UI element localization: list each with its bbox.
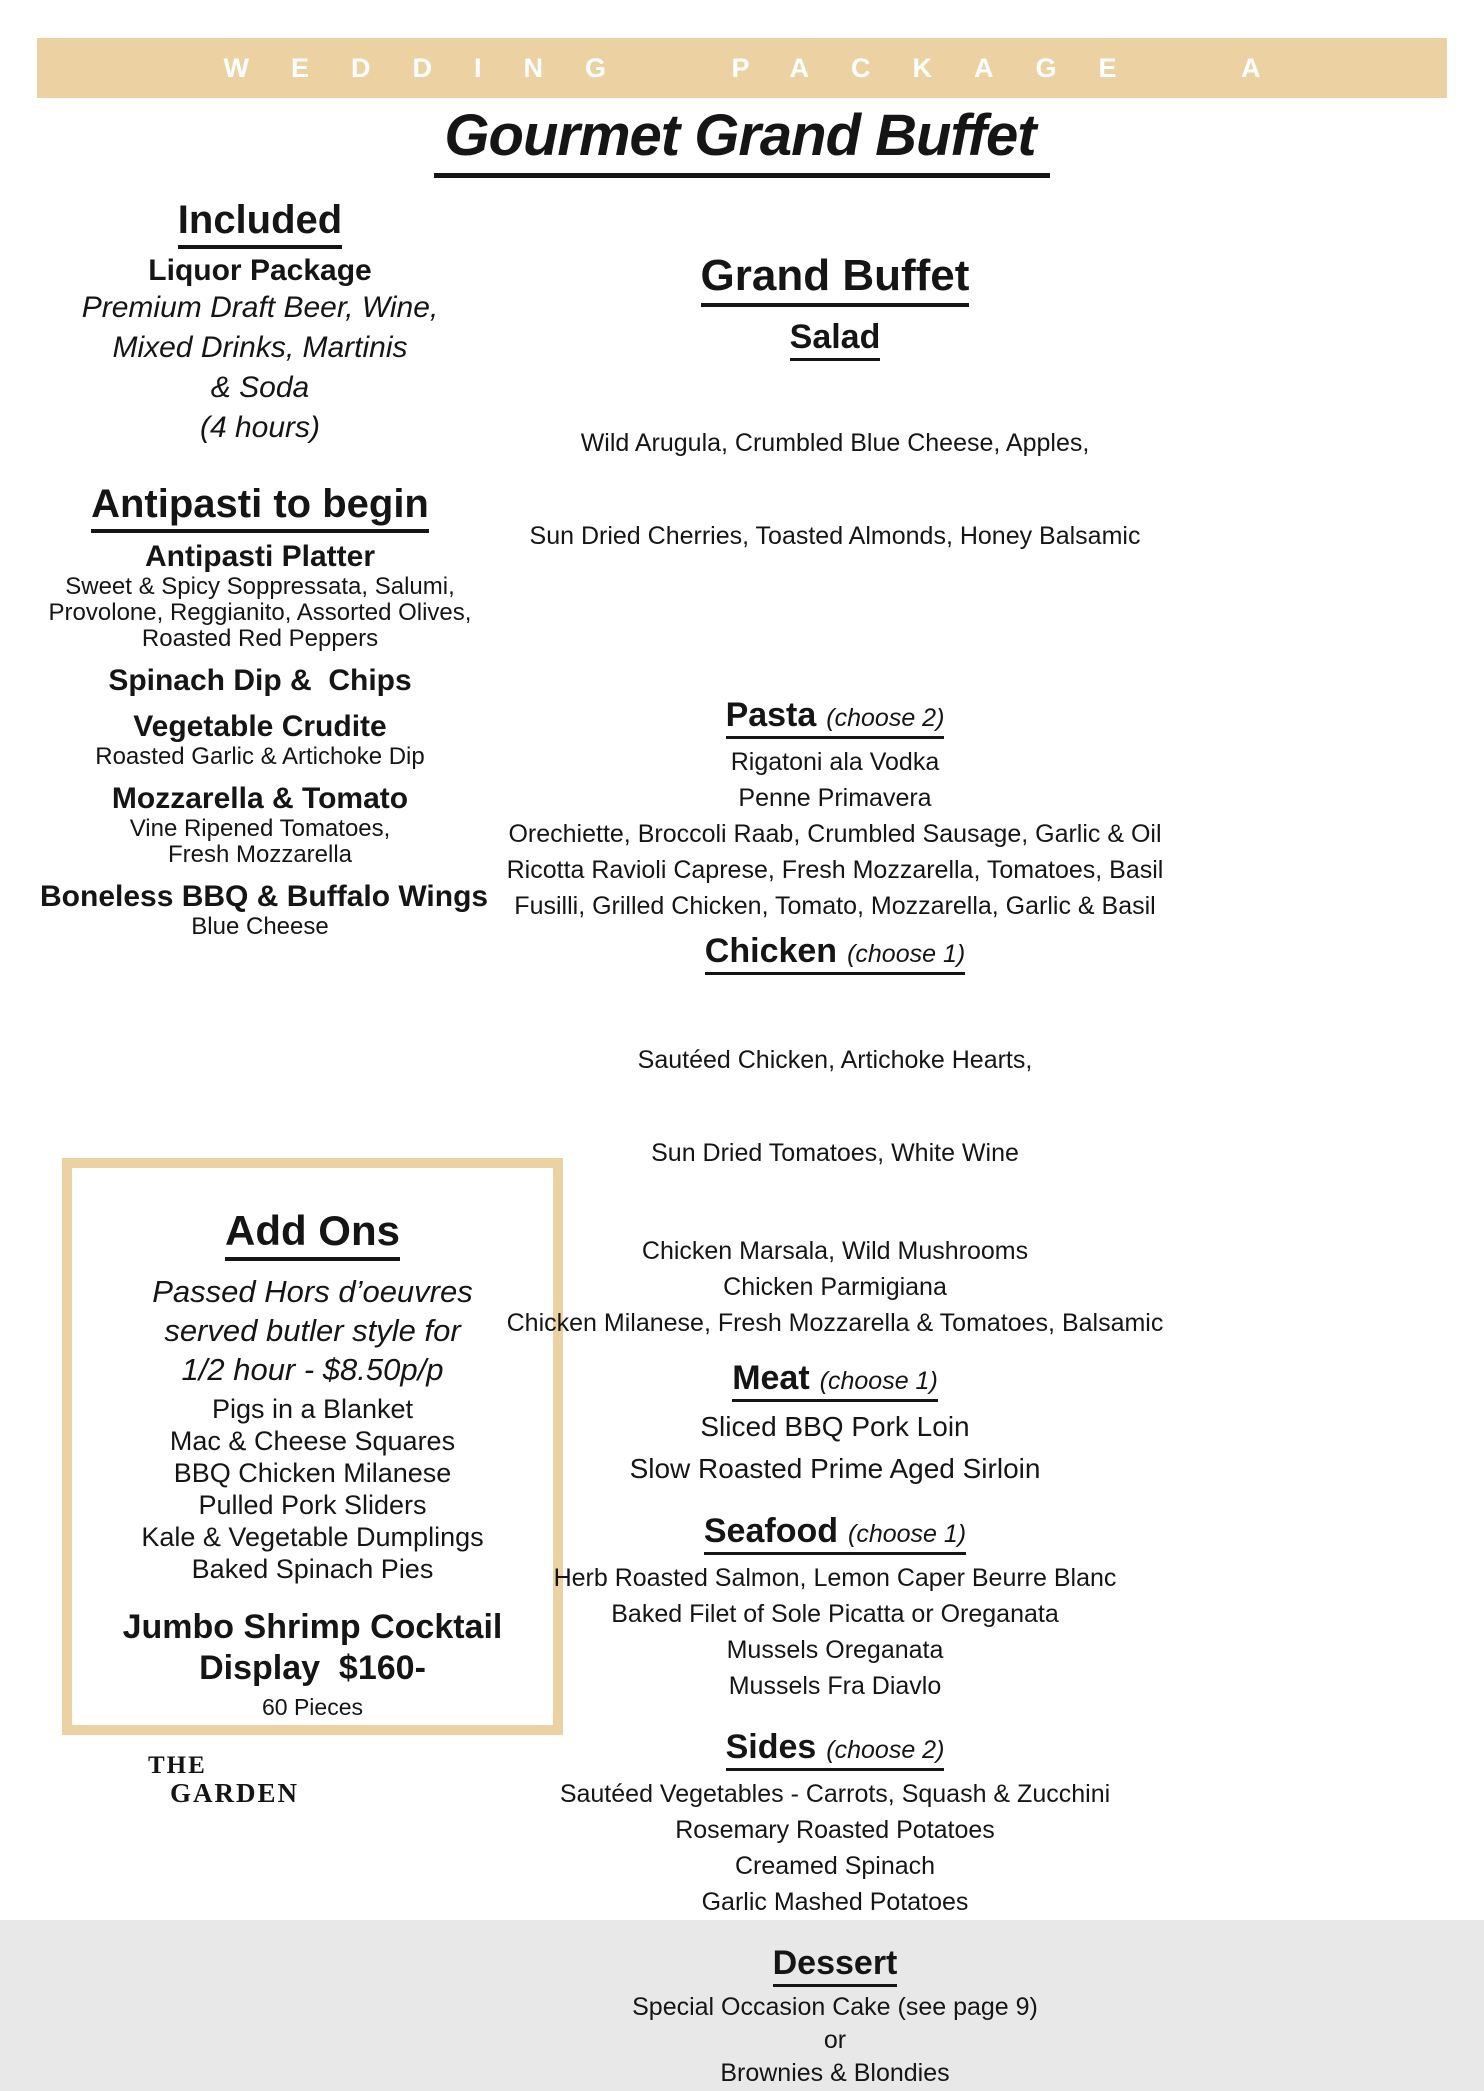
dish: Chicken Milanese, Fresh Mozzarella & Tomatoes, Balsamic — [506, 1309, 1164, 1337]
menu-item — [40, 710, 480, 770]
section-seafood — [505, 1510, 1165, 1702]
dish: Chicken Parmigiana — [723, 1273, 947, 1301]
dish: Rigatoni ala Vodka — [730, 748, 940, 776]
menu-item-desc: Blue Cheese — [191, 913, 329, 940]
add-ons-box — [62, 1158, 563, 1735]
menu-item — [40, 664, 480, 698]
grand-buffet-heading: Grand Buffet — [505, 250, 1165, 302]
included-heading: Included — [40, 196, 480, 244]
dish: Brownies & Blondies — [720, 2059, 950, 2087]
section-salad — [505, 316, 1165, 614]
add-ons-item: BBQ Chicken Milanese — [173, 1458, 452, 1488]
menu-item-desc: Provolone, Reggianito, Assorted Olives, — [48, 599, 472, 626]
package-banner-text: WEDDING PACKAGE A — [223, 52, 1303, 83]
venue-logo-line1: THE — [148, 1752, 207, 1779]
package-banner — [37, 38, 1447, 98]
section-heading: Meat (choose 1) — [505, 1357, 1165, 1402]
choose-note: (choose 2) — [826, 1736, 945, 1764]
dish: Creamed Spinach — [734, 1852, 936, 1880]
dish: Herb Roasted Salmon, Lemon Caper Beurre Blanc — [553, 1564, 1117, 1592]
dish: Mussels Fra Diavlo — [728, 1672, 942, 1700]
menu-item-detail: (4 hours) — [199, 411, 321, 444]
dish: Garlic Mashed Potatoes — [701, 1888, 969, 1916]
section-dessert — [505, 1942, 1165, 2089]
dish-line: Sautéed Chicken, Artichoke Hearts, — [637, 1046, 1033, 1074]
section-meat — [505, 1357, 1165, 1486]
section-heading: Dessert — [505, 1942, 1165, 1984]
section-heading: Seafood (choose 1) — [505, 1510, 1165, 1555]
dish — [505, 366, 1165, 614]
menu-item-desc: Roasted Red Peppers — [141, 625, 379, 652]
dish — [505, 983, 1165, 1231]
choose-note: (choose 1) — [847, 940, 966, 968]
left-column — [40, 196, 489, 940]
menu-item-name: Boneless BBQ & Buffalo Wings — [40, 880, 489, 913]
choose-note: (choose 1) — [848, 1520, 967, 1548]
shrimp-display-note: 60 Pieces — [261, 1694, 363, 1720]
section-heading: Chicken (choose 1) — [505, 930, 1165, 975]
dish: Sliced BBQ Pork Loin — [700, 1411, 970, 1442]
venue-logo-line2: GARDEN — [170, 1778, 300, 1808]
choose-note: (choose 2) — [826, 704, 945, 732]
add-ons-intro: served butler style for — [164, 1313, 461, 1348]
page-title: Gourmet Grand Buffet — [434, 102, 1049, 178]
menu-item-desc: Sweet & Spicy Soppressata, Salumi, — [65, 573, 455, 600]
section-heading: Pasta (choose 2) — [505, 694, 1165, 739]
menu-item-name: Spinach Dip & Chips — [108, 664, 412, 697]
add-ons-heading: Add Ons — [72, 1206, 553, 1256]
menu-item — [40, 540, 480, 652]
menu-item-desc: Roasted Garlic & Artichoke Dip — [95, 743, 425, 770]
menu-item — [40, 782, 480, 868]
add-ons-item: Pulled Pork Sliders — [198, 1490, 427, 1520]
dish: Ricotta Ravioli Caprese, Fresh Mozzarella, Tomatoes, Basil — [506, 856, 1164, 884]
section-chicken — [505, 930, 1165, 1339]
add-ons-item: Kale & Vegetable Dumplings — [141, 1522, 484, 1552]
section-sides — [505, 1726, 1165, 1918]
section-pasta — [505, 694, 1165, 922]
menu-item-name: Antipasti Platter — [144, 540, 376, 573]
section-heading: Salad — [505, 316, 1165, 358]
add-ons-item: Baked Spinach Pies — [191, 1554, 434, 1584]
venue-logo — [148, 1752, 299, 1808]
menu-item-name: Mozzarella & Tomato — [111, 782, 409, 815]
menu-item-detail: Premium Draft Beer, Wine, — [81, 291, 439, 324]
dish-line: Sun Dried Tomatoes, White Wine — [651, 1139, 1019, 1167]
menu-item-name: Vegetable Crudite — [133, 710, 387, 743]
dish: Chicken Marsala, Wild Mushrooms — [641, 1237, 1029, 1265]
dish-line: Sun Dried Cherries, Toasted Almonds, Honey Balsamic — [529, 522, 1141, 550]
menu-item-detail: & Soda — [210, 371, 310, 404]
menu-item-desc: Vine Ripened Tomatoes, — [129, 815, 391, 842]
add-ons-intro: Passed Hors d’oeuvres — [152, 1274, 473, 1309]
dish: Penne Primavera — [738, 784, 932, 812]
add-ons-intro: 1/2 hour - $8.50p/p — [181, 1352, 444, 1387]
right-column — [505, 250, 1165, 2091]
choose-note: (choose 1) — [819, 1367, 938, 1395]
add-ons-item: Pigs in a Blanket — [211, 1394, 414, 1424]
menu-item — [40, 880, 489, 940]
shrimp-display-name: Jumbo Shrimp Cocktail — [122, 1608, 503, 1646]
dish: Fusilli, Grilled Chicken, Tomato, Mozzarella, Garlic & Basil — [514, 892, 1156, 920]
dish: Special Occasion Cake (see page 9) — [632, 1993, 1038, 2021]
dish: or — [823, 2026, 847, 2054]
dish: Sautéed Vegetables - Carrots, Squash & Zucchini — [559, 1780, 1111, 1808]
add-ons-item: Mac & Cheese Squares — [169, 1426, 456, 1456]
shrimp-display-price: Display $160- — [199, 1649, 426, 1687]
dish: Orechiette, Broccoli Raab, Crumbled Sausage, Garlic & Oil — [508, 820, 1162, 848]
antipasti-heading: Antipasti to begin — [40, 480, 480, 528]
menu-item-desc: Fresh Mozzarella — [167, 841, 353, 868]
page-title-row — [0, 102, 1484, 178]
dish-line: Wild Arugula, Crumbled Blue Cheese, Apples, — [580, 429, 1090, 457]
dish: Rosemary Roasted Potatoes — [675, 1816, 995, 1844]
dish: Mussels Oreganata — [726, 1636, 944, 1664]
dish: Slow Roasted Prime Aged Sirloin — [629, 1453, 1041, 1484]
add-ons-items — [72, 1393, 553, 1585]
dish: Baked Filet of Sole Picatta or Oreganata — [611, 1600, 1059, 1628]
menu-item-name: Liquor Package — [148, 254, 372, 287]
section-heading: Sides (choose 2) — [505, 1726, 1165, 1771]
menu-item-detail: Mixed Drinks, Martinis — [112, 331, 408, 364]
